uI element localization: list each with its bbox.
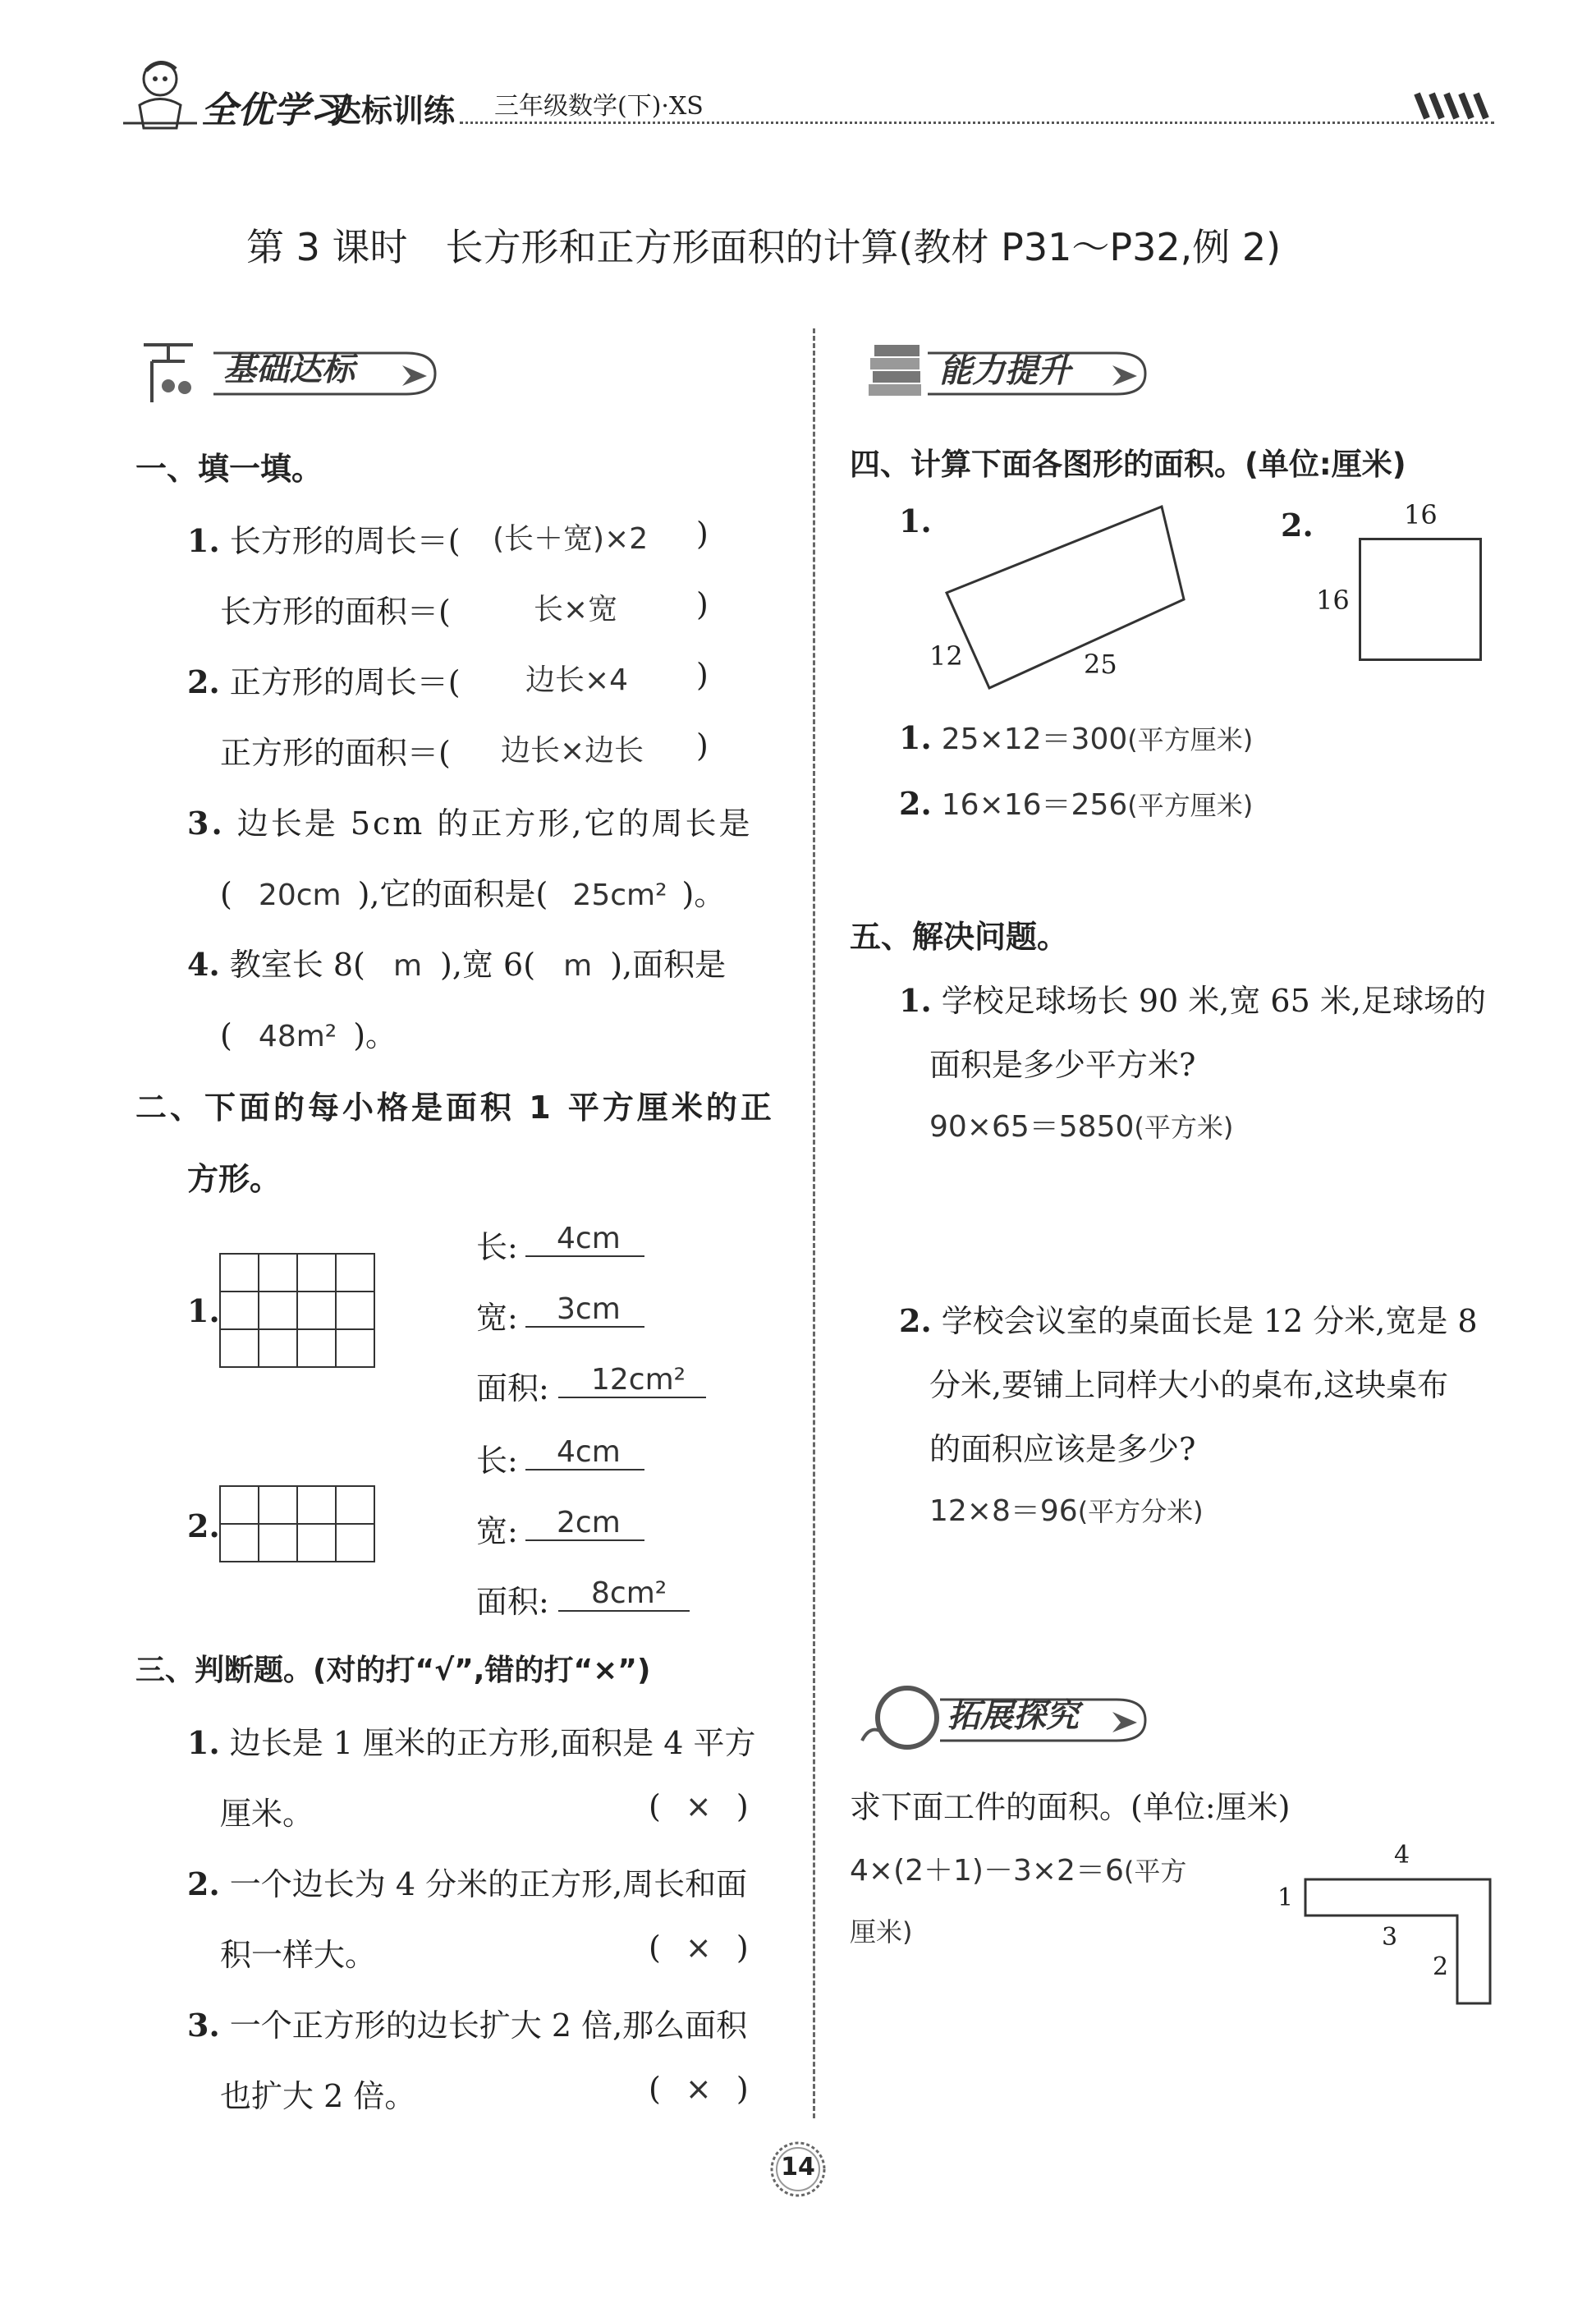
- fig1-side-b: 25: [1084, 649, 1117, 680]
- q2-label: 2.: [187, 663, 220, 700]
- q4-line2: [220, 1010, 397, 1055]
- j1-text2: 厘米。: [220, 1796, 314, 1832]
- g2-len-answer: 4cm: [525, 1435, 644, 1470]
- q3-row: [187, 798, 753, 843]
- lesson-title: 第 3 课时 长方形和正方形面积的计算(教材 P31～P32,例 2): [246, 225, 1282, 269]
- q2b-close: ): [696, 727, 709, 764]
- q2a-answer: 边长×4: [525, 663, 629, 697]
- fig1-side-a: 12: [929, 640, 963, 672]
- fig2-top: 16: [1404, 499, 1438, 530]
- a2-row: [899, 782, 1253, 824]
- j2-open: (: [649, 1929, 661, 1966]
- q4-text1: 教室长 8(: [229, 947, 365, 983]
- q3-text2: ),它的面积是(: [357, 876, 548, 912]
- p2-unit: (平方分米): [1077, 1496, 1204, 1527]
- j3-label: 3.: [187, 2007, 220, 2044]
- dim-2: 2: [1433, 1952, 1449, 1981]
- s6-eq: 4×(2＋1)－3×2＝6: [850, 1854, 1124, 1888]
- p1-text2: 面积是多少平方米?: [929, 1047, 1196, 1083]
- header-rule: [460, 122, 1494, 124]
- j1-text1: 边长是 1 厘米的正方形,面积是 4 平方: [229, 1725, 756, 1761]
- p2-text3: 的面积应该是多少?: [929, 1431, 1196, 1467]
- s6-answer-line1: [850, 1847, 1186, 1889]
- q4-row: [187, 939, 726, 984]
- j2-mark: ×: [685, 1929, 712, 1966]
- a1-eq: 25×12＝300: [941, 723, 1128, 756]
- dim-3: 3: [1382, 1923, 1398, 1952]
- series-title: 达标训练: [330, 93, 456, 129]
- extension-banner-title: 拓展探究: [947, 1697, 1079, 1735]
- q2a-close: ): [696, 657, 709, 693]
- g2-len-label: 长:: [476, 1443, 518, 1479]
- section2-title-line1: 二、下面的每小格是面积 1 平方厘米的正: [135, 1090, 775, 1126]
- page-number: 14: [781, 2153, 815, 2182]
- j3-mark: ×: [685, 2071, 712, 2107]
- q3-open: (: [220, 876, 232, 912]
- q1b-text: 长方形的面积＝(: [220, 594, 451, 630]
- q4-answer3: 48m²: [258, 1020, 337, 1053]
- j2-close: ): [736, 1929, 749, 1966]
- g2-wid-label: 宽:: [476, 1513, 518, 1549]
- q4-text2: ),宽 6(: [440, 947, 536, 983]
- grid2-label: 2.: [187, 1507, 220, 1544]
- q2a-row: [187, 657, 461, 702]
- section2-title-line2: 方形。: [187, 1161, 282, 1197]
- p1-unit: (平方米): [1134, 1112, 1234, 1143]
- grid2-figure: [218, 1484, 378, 1565]
- p1-eq: 90×65＝5850: [929, 1110, 1135, 1144]
- fig2-left: 16: [1316, 585, 1350, 616]
- p1-line1: [899, 975, 1486, 1021]
- g1-len-label: 长:: [476, 1229, 518, 1265]
- section3-title: 三、判断题。(对的打“√”,错的打“×”): [135, 1654, 651, 1687]
- a2-label: 2.: [899, 785, 932, 822]
- section1-title: 一、填一填。: [135, 451, 323, 487]
- fig1-label: 1.: [899, 502, 932, 539]
- j2-text2: 积一样大。: [220, 1937, 377, 1973]
- q1a-close: ): [696, 516, 709, 552]
- stripes-decoration-icon: [1412, 89, 1498, 123]
- j1-open: (: [649, 1788, 661, 1824]
- q2b-text: 正方形的面积＝(: [220, 735, 451, 771]
- grid1-label: 1.: [187, 1292, 220, 1329]
- a1-row: [899, 716, 1253, 758]
- g2-area-label: 面积:: [476, 1584, 549, 1620]
- s6-unit1: (平方: [1123, 1856, 1187, 1887]
- q3-answer1: 20cm: [258, 879, 342, 912]
- q4-text3: ),面积是: [610, 947, 727, 983]
- q1a-answer: (长＋宽)×2: [493, 522, 649, 556]
- g1-area-answer: 12cm²: [558, 1363, 706, 1398]
- section5-title: 五、解决问题。: [850, 919, 1069, 955]
- ability-banner-title: 能力提升: [939, 352, 1071, 390]
- p2-label: 2.: [899, 1302, 932, 1339]
- p1-label: 1.: [899, 982, 932, 1019]
- q1b-answer: 长×宽: [534, 593, 618, 626]
- mascot-icon: [115, 56, 205, 134]
- q2a-text: 正方形的周长＝(: [229, 664, 461, 700]
- q4-answer1: m: [392, 949, 423, 983]
- q1a-text: 长方形的周长＝(: [229, 523, 461, 559]
- q3-label: 3.: [187, 805, 225, 842]
- j1-label: 1.: [187, 1724, 220, 1761]
- a2-eq: 16×16＝256: [941, 788, 1128, 822]
- p1-text1: 学校足球场长 90 米,宽 65 米,足球场的: [941, 983, 1486, 1019]
- j1-line1: [187, 1718, 756, 1763]
- j1-paren: [649, 1788, 749, 1824]
- g1-len-answer: 4cm: [525, 1222, 644, 1257]
- j3-open: (: [649, 2071, 661, 2107]
- j2-text1: 一个边长为 4 分米的正方形,周长和面: [229, 1866, 748, 1902]
- dim-1: 1: [1277, 1883, 1294, 1912]
- j2-paren: [649, 1929, 749, 1966]
- q4-answer2: m: [563, 949, 593, 983]
- j1-mark: ×: [685, 1788, 712, 1824]
- s6-unit2: 厘米): [850, 1916, 913, 1948]
- j2-label: 2.: [187, 1865, 220, 1902]
- a2-unit: (平方厘米): [1127, 790, 1254, 821]
- q3-text1: 边长是 5cm 的正方形,它的周长是: [236, 805, 753, 842]
- fig1-parallelogram: [940, 501, 1190, 694]
- p2-text1: 学校会议室的桌面长是 12 分米,宽是 8: [941, 1303, 1478, 1339]
- j3-text2: 也扩大 2 倍。: [220, 2078, 416, 2114]
- fig2-label: 2.: [1281, 507, 1314, 544]
- section6-title: 求下面工件的面积。(单位:厘米): [850, 1789, 1291, 1825]
- q3-answer2: 25cm²: [572, 879, 667, 912]
- brand-logo: 全优学习: [201, 89, 346, 131]
- q1-label: 1.: [187, 522, 220, 559]
- a1-unit: (平方厘米): [1127, 724, 1254, 755]
- p1-answer: [929, 1103, 1233, 1145]
- j3-text1: 一个正方形的边长扩大 2 倍,那么面积: [229, 2007, 748, 2044]
- q3-end: )。: [681, 876, 726, 912]
- j1-close: ): [736, 1788, 749, 1824]
- q1b-close: ): [696, 586, 709, 622]
- j3-line1: [187, 2000, 747, 2045]
- j2-line1: [187, 1859, 747, 1904]
- j3-paren: [649, 2071, 749, 2107]
- dim-4: 4: [1394, 1841, 1410, 1870]
- q4-label: 4.: [187, 946, 220, 983]
- q1a-row: [187, 516, 461, 561]
- p2-answer: [929, 1488, 1204, 1530]
- q2b-answer: 边长×边长: [501, 734, 644, 768]
- j3-close: ): [736, 2071, 749, 2107]
- section4-title: 四、计算下面各图形的面积。(单位:厘米): [850, 447, 1406, 482]
- grid1-figure: [218, 1252, 378, 1370]
- column-divider: [813, 328, 815, 2118]
- g1-area-label: 面积:: [476, 1370, 549, 1406]
- p2-eq: 12×8＝96: [929, 1494, 1078, 1528]
- g1-wid-answer: 3cm: [525, 1292, 644, 1328]
- workpiece-figure: [1301, 1876, 1494, 2012]
- g2-wid-answer: 2cm: [525, 1506, 644, 1541]
- q3-line2: [220, 869, 725, 914]
- g1-wid-label: 宽:: [476, 1300, 518, 1336]
- q4-open: (: [220, 1017, 232, 1053]
- q4-end: )。: [353, 1017, 397, 1053]
- basic-banner-title: 基础达标: [223, 351, 355, 388]
- p2-line1: [899, 1296, 1478, 1341]
- p2-text2: 分米,要铺上同样大小的桌布,这块桌布: [929, 1367, 1449, 1403]
- fig2-square: [1359, 538, 1482, 661]
- a1-label: 1.: [899, 719, 932, 756]
- g2-area-answer: 8cm²: [558, 1576, 690, 1612]
- subject-label: 三年级数学(下)·XS: [494, 92, 704, 121]
